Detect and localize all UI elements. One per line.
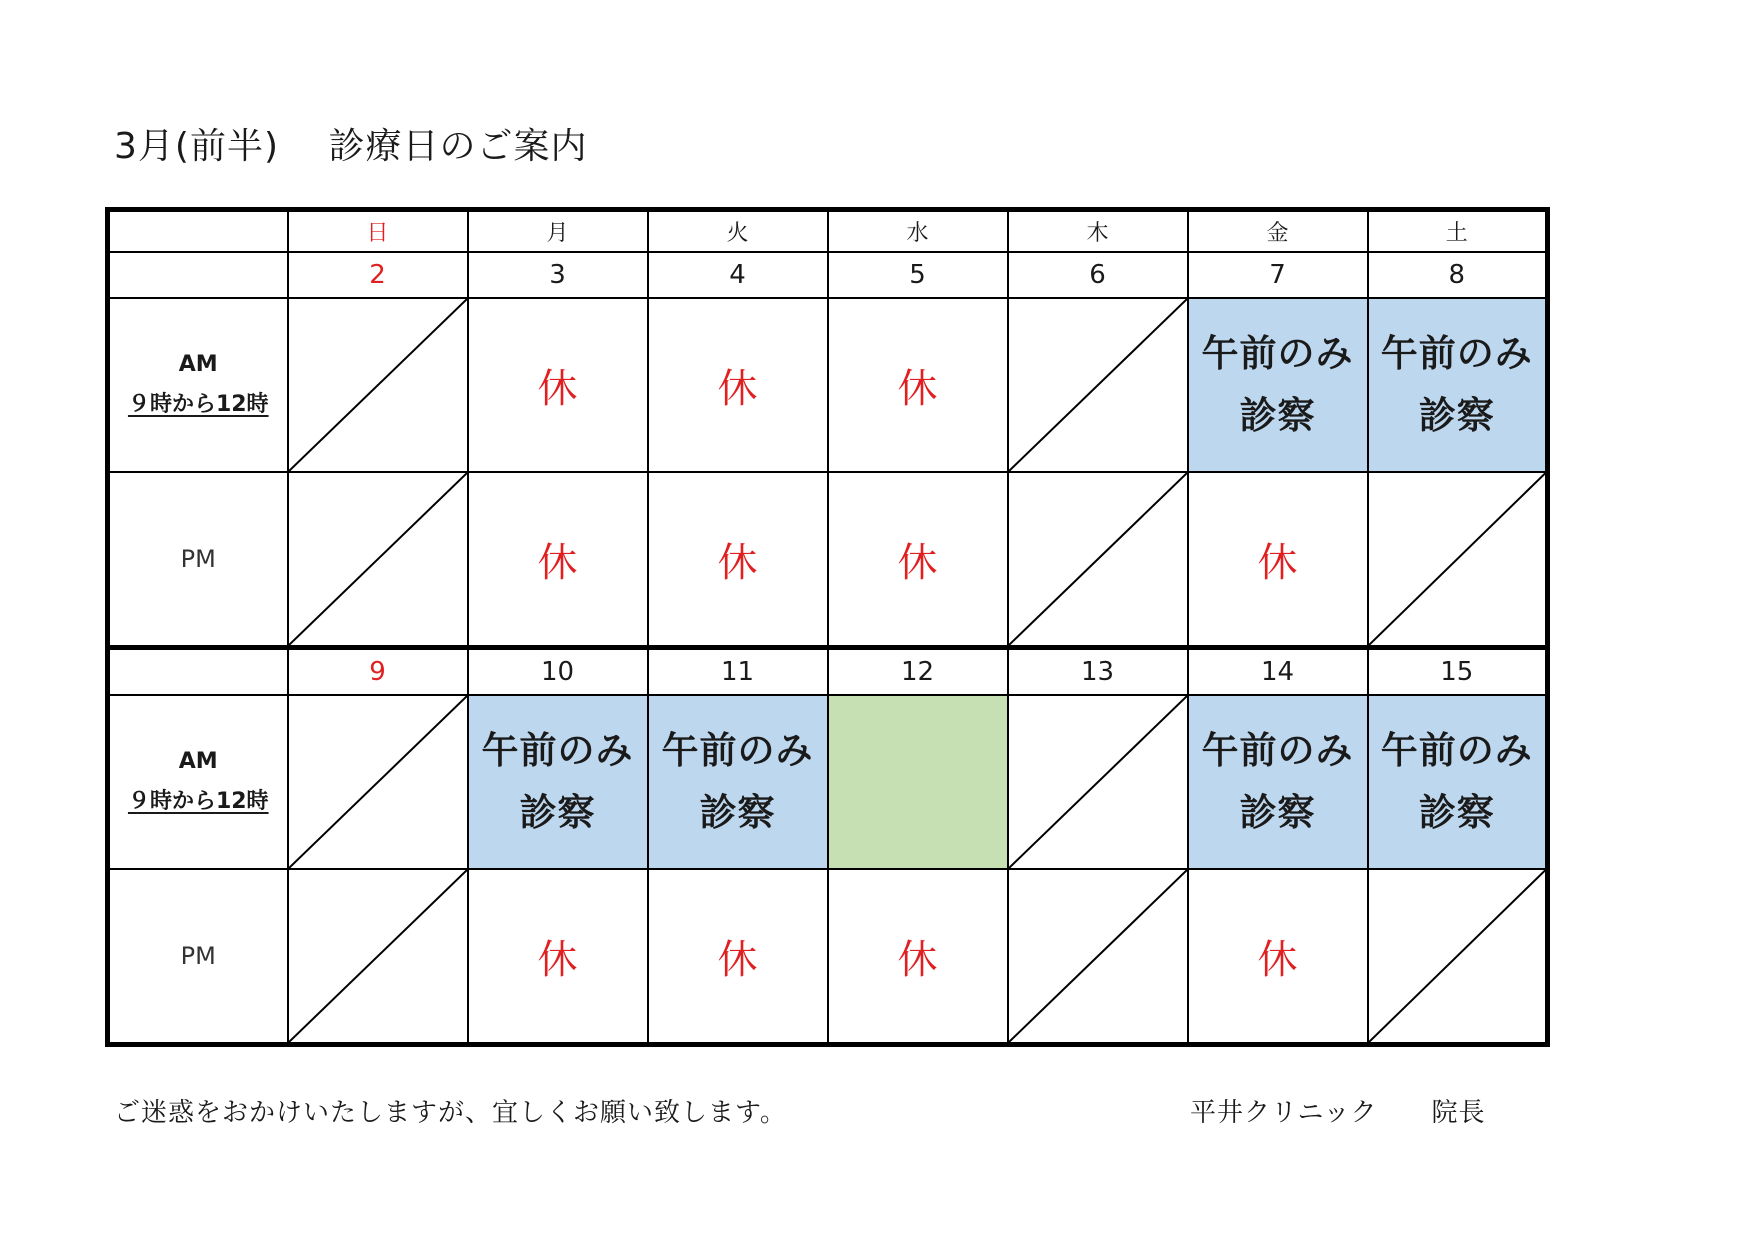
diagonal-slash (289, 870, 467, 1042)
diagonal-slash (289, 473, 467, 645)
am-row (108, 695, 1548, 869)
closed-mark: 休 (1257, 936, 1298, 983)
date-cell: 12 (828, 648, 1008, 696)
pm-slot-cell (468, 869, 648, 1045)
weekday-header: 土 (1368, 210, 1548, 253)
morning-only-line2: 診察 (519, 791, 596, 834)
pm-slot-cell (1188, 869, 1368, 1045)
am-hours: ９時から12時 (127, 789, 269, 814)
diagonal-slash (1009, 696, 1187, 868)
pm-slot-cell (1008, 869, 1188, 1045)
morning-only-line2: 診察 (1418, 791, 1495, 834)
weekday-header-row (108, 210, 1548, 253)
am-slot-cell (468, 695, 648, 869)
date-row-label-cell (108, 648, 288, 696)
diagonal-slash (1009, 473, 1187, 645)
am-slot-cell (1368, 298, 1548, 472)
date-cell: 5 (828, 252, 1008, 298)
closed-mark: 休 (537, 539, 578, 586)
date-cell: 2 (288, 252, 468, 298)
am-label-cell (108, 298, 288, 472)
am-slot-cell (288, 695, 468, 869)
morning-only-line1: 午前のみ (481, 729, 634, 772)
pm-slot-cell (1368, 472, 1548, 648)
morning-only-line2: 診察 (699, 791, 776, 834)
page-title: 3月(前半) 診療日のご案内 (114, 126, 588, 167)
diagonal-slash (289, 299, 467, 471)
date-cell: 11 (648, 648, 828, 696)
date-cell: 7 (1188, 252, 1368, 298)
morning-only-line1: 午前のみ (1380, 332, 1533, 375)
morning-only-line2: 診察 (1418, 394, 1495, 437)
pm-slot-cell (648, 869, 828, 1045)
diagonal-slash (1369, 473, 1546, 645)
weekday-header: 金 (1188, 210, 1368, 253)
morning-only-label (649, 720, 827, 844)
morning-only-line2: 診察 (1239, 394, 1316, 437)
am-slot-cell (1188, 695, 1368, 869)
pm-slot-cell (288, 472, 468, 648)
closed-mark: 休 (717, 539, 758, 586)
morning-only-line2: 診察 (1239, 791, 1316, 834)
diagonal-slash (1009, 299, 1187, 471)
date-cell: 3 (468, 252, 648, 298)
pm-label: PM (108, 472, 288, 648)
corner-cell (108, 210, 288, 253)
closed-mark: 休 (537, 365, 578, 412)
weekday-header: 火 (648, 210, 828, 253)
pm-slot-cell (1368, 869, 1548, 1045)
date-row (108, 252, 1548, 298)
date-cell: 6 (1008, 252, 1188, 298)
morning-only-line1: 午前のみ (661, 729, 814, 772)
date-cell: 4 (648, 252, 828, 298)
morning-only-label (1369, 720, 1546, 844)
weekday-header: 木 (1008, 210, 1188, 253)
date-row (108, 648, 1548, 696)
am-slot-cell (1008, 695, 1188, 869)
diagonal-slash (289, 696, 467, 868)
diagonal-slash (1009, 870, 1187, 1042)
am-label: AM (178, 749, 218, 774)
closed-mark: 休 (537, 936, 578, 983)
morning-only-line1: 午前のみ (1201, 332, 1354, 375)
date-cell: 10 (468, 648, 648, 696)
am-slot-cell (648, 298, 828, 472)
pm-slot-cell (828, 472, 1008, 648)
closed-mark: 休 (897, 539, 938, 586)
date-cell: 9 (288, 648, 468, 696)
morning-only-line1: 午前のみ (1201, 729, 1354, 772)
closed-mark: 休 (897, 365, 938, 412)
closed-mark: 休 (717, 365, 758, 412)
closed-mark: 休 (1257, 539, 1298, 586)
closed-mark: 休 (717, 936, 758, 983)
pm-slot-cell (828, 869, 1008, 1045)
am-slot-cell (1368, 695, 1548, 869)
footer-signature: 平井クリニック 院長 (1190, 1098, 1486, 1128)
morning-only-label (1189, 720, 1367, 844)
morning-only-label (1189, 323, 1367, 447)
pm-slot-cell (1188, 472, 1368, 648)
morning-only-label (469, 720, 647, 844)
am-slot-cell (288, 298, 468, 472)
am-row (108, 298, 1548, 472)
footer-message: ご迷惑をおかけいたしますが、宜しくお願い致します。 (114, 1098, 787, 1128)
date-cell: 8 (1368, 252, 1548, 298)
date-cell: 14 (1188, 648, 1368, 696)
morning-only-line1: 午前のみ (1380, 729, 1533, 772)
weekday-header: 日 (288, 210, 468, 253)
pm-row (108, 472, 1548, 648)
am-slot-cell (1188, 298, 1368, 472)
pm-row (108, 869, 1548, 1045)
diagonal-slash (1369, 870, 1546, 1042)
pm-slot-cell (288, 869, 468, 1045)
am-slot-cell (468, 298, 648, 472)
date-row-label-cell (108, 252, 288, 298)
schedule-table (105, 207, 1550, 1047)
weekday-header: 月 (468, 210, 648, 253)
pm-slot-cell (468, 472, 648, 648)
morning-only-label (1369, 323, 1546, 447)
pm-label: PM (108, 869, 288, 1045)
pm-slot-cell (648, 472, 828, 648)
highlighted-slot-cell (828, 695, 1008, 869)
am-label-cell (108, 695, 288, 869)
am-label: AM (178, 352, 218, 377)
am-slot-cell (648, 695, 828, 869)
date-cell: 15 (1368, 648, 1548, 696)
closed-mark: 休 (897, 936, 938, 983)
pm-slot-cell (1008, 472, 1188, 648)
am-hours: ９時から12時 (127, 392, 269, 417)
weekday-header: 水 (828, 210, 1008, 253)
am-slot-cell (1008, 298, 1188, 472)
am-slot-cell (828, 298, 1008, 472)
date-cell: 13 (1008, 648, 1188, 696)
